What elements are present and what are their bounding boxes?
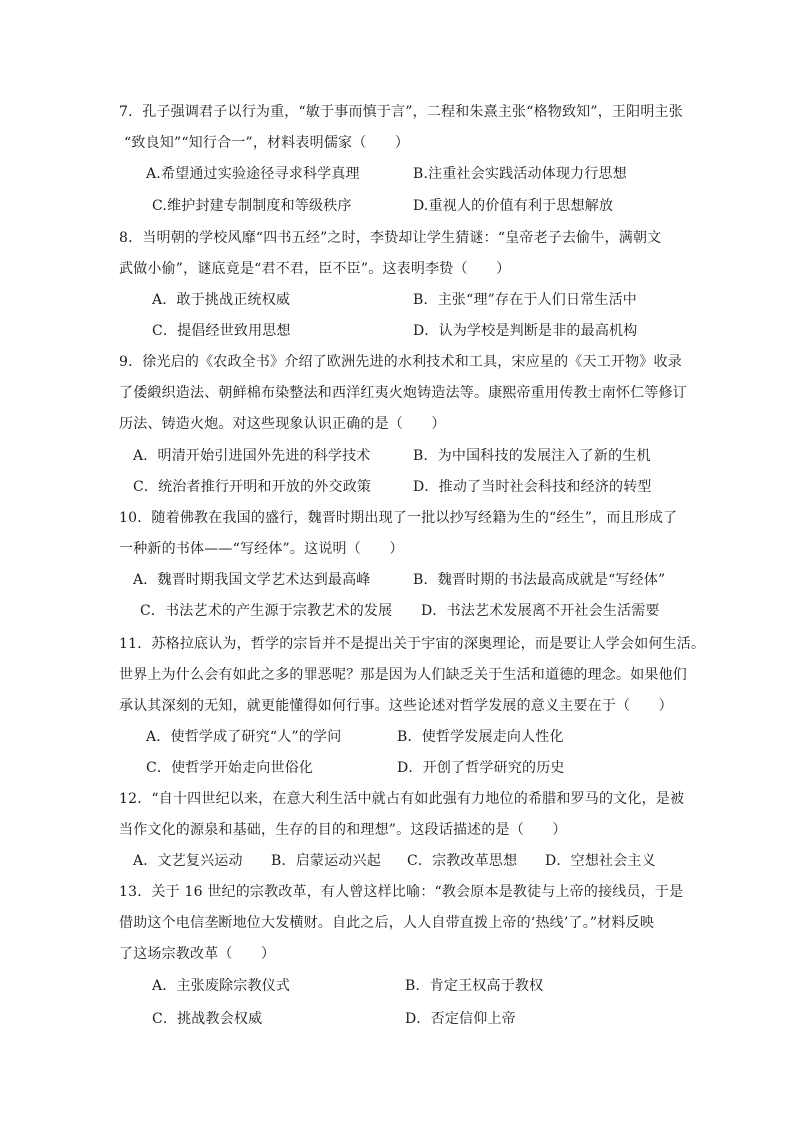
question-13-option-a: A．主张废除宗教仪式 (152, 978, 291, 994)
question-10-option-c: C．书法艺术的产生源于宗教艺术的发展 (140, 603, 393, 619)
question-11-stem-line-2: 世界上为什么会有如此之多的罪恶呢？那是因为人们缺乏关于生活和道德的理念。如果他们 (119, 667, 687, 683)
question-8-option-d: D．认为学校是判断是非的最高机构 (413, 323, 638, 339)
question-9-stem-line-2: 了倭緞织造法、朝鲜棉布染整法和西洋红夷火炮铸造法等。康熙帝重用传教士南怀仁等修订 (119, 385, 687, 401)
question-12-option-b: B．启蒙运动兴起 (271, 853, 381, 869)
question-8-option-a: A．敢于挑战正统权威 (152, 292, 291, 308)
question-10-option-b: B．魏晋时期的书法最高成就是“写经体” (413, 572, 666, 588)
question-12-stem-line-2: 当作文化的源泉和基础，生存的目的和理想”。这段话描述的是（ ） (119, 822, 567, 838)
question-7-option-d: D.重视人的价值有利于思想解放 (413, 198, 614, 214)
question-11-option-a: A．使哲学成了研究“人”的学问 (146, 729, 342, 745)
question-10-stem-line-1: 10．随着佛教在我国的盛行，魏晋时期出现了一批以抄写经籍为生的“经生”，而且形成了 (119, 510, 678, 526)
question-9-option-b: B．为中国科技的发展注入了新的生机 (413, 448, 651, 464)
question-12-option-c: C．宗教改革思想 (407, 853, 518, 869)
question-10-stem-line-2: 一种新的书体——“写经体”。这说明（ ） (119, 541, 404, 557)
question-7-option-c: C.维护封建专制制度和等级秩序 (152, 198, 352, 214)
question-13-option-d: D．否定信仰上帝 (405, 1011, 516, 1027)
question-13-stem-line-2: 借助这个电信垄断地位大发横财。自此之后，人人自带直拨上帝的‘热线’了。”材料反映 (119, 915, 655, 931)
question-7-option-b: B.注重社会实践活动体现力行思想 (413, 166, 627, 182)
question-13-option-b: B．肯定王权高于教权 (405, 978, 544, 994)
question-12-option-a: A．文艺复兴运动 (133, 853, 243, 869)
question-11-stem-line-3: 承认其深刻的无知，就更能懂得如何行事。这些论述对哲学发展的意义主要在于（ ） (119, 698, 673, 714)
question-9-option-a: A．明清开始引进国外先进的科学技术 (133, 448, 371, 464)
question-11-option-b: B．使哲学发展走向人性化 (397, 729, 564, 745)
question-9-stem-line-3: 历法、铸造火炮。对这些现象认识正确的是（ ） (119, 416, 446, 432)
question-8-stem-line-2: 武做小偷”，谜底竟是“君不君，臣不臣”。这表明李贽（ ） (119, 261, 511, 277)
question-12-option-d: D．空想社会主义 (545, 853, 656, 869)
question-7-stem-line-2: “致良知”“知行合一”，材料表明儒家（ ） (124, 135, 410, 151)
question-7-stem-line-1: 7．孔子强调君子以行为重，“敏于事而慎于言”，二程和朱熹主张“格物致知”，王阳明主张 (119, 104, 683, 120)
question-10-option-d: D．书法艺术发展离不开社会生活需要 (421, 603, 660, 619)
question-11-option-c: C．使哲学开始走向世俗化 (146, 760, 314, 776)
question-8-option-c: C．提倡经世致用思想 (152, 323, 291, 339)
question-13-stem-line-1: 13．关于 16 世纪的宗教改革，有人曾这样比喻：“教会原本是教徒与上帝的接线员，于是 (119, 884, 684, 900)
question-9-option-c: C．统治者推行开明和开放的外交政策 (133, 479, 372, 495)
question-13-option-c: C．挑战教会权威 (152, 1011, 263, 1027)
question-13-stem-line-3: 了这场宗教改革（ ） (119, 946, 276, 962)
question-11-option-d: D．开创了哲学研究的历史 (397, 760, 565, 776)
question-9-stem-line-1: 9．徐光启的《农政全书》介绍了欧洲先进的水利技术和工具，宋应星的《天工开物》收录 (119, 354, 682, 370)
question-7-option-a: A.希望通过实验途径寻求科学真理 (146, 166, 360, 182)
question-12-stem-line-1: 12．“自十四世纪以来，在意大利生活中就占有如此强有力地位的希腊和罗马的文化，是被 (119, 791, 685, 807)
question-9-option-d: D．推动了当时社会科技和经济的转型 (413, 479, 652, 495)
question-8-stem-line-1: 8．当明朝的学校风靡“四书五经”之时，李贽却让学生猜谜：“皇帝老子去偷牛，满朝文 (119, 230, 662, 246)
question-11-stem-line-1: 11．苏格拉底认为，哲学的宗旨并不是提出关于宇宙的深奥理论，而是要让人学会如何生活。 (119, 636, 706, 652)
question-8-option-b: B．主张“理”存在于人们日常生活中 (413, 292, 638, 308)
question-10-option-a: A．魏晋时期我国文学艺术达到最高峰 (133, 572, 371, 588)
